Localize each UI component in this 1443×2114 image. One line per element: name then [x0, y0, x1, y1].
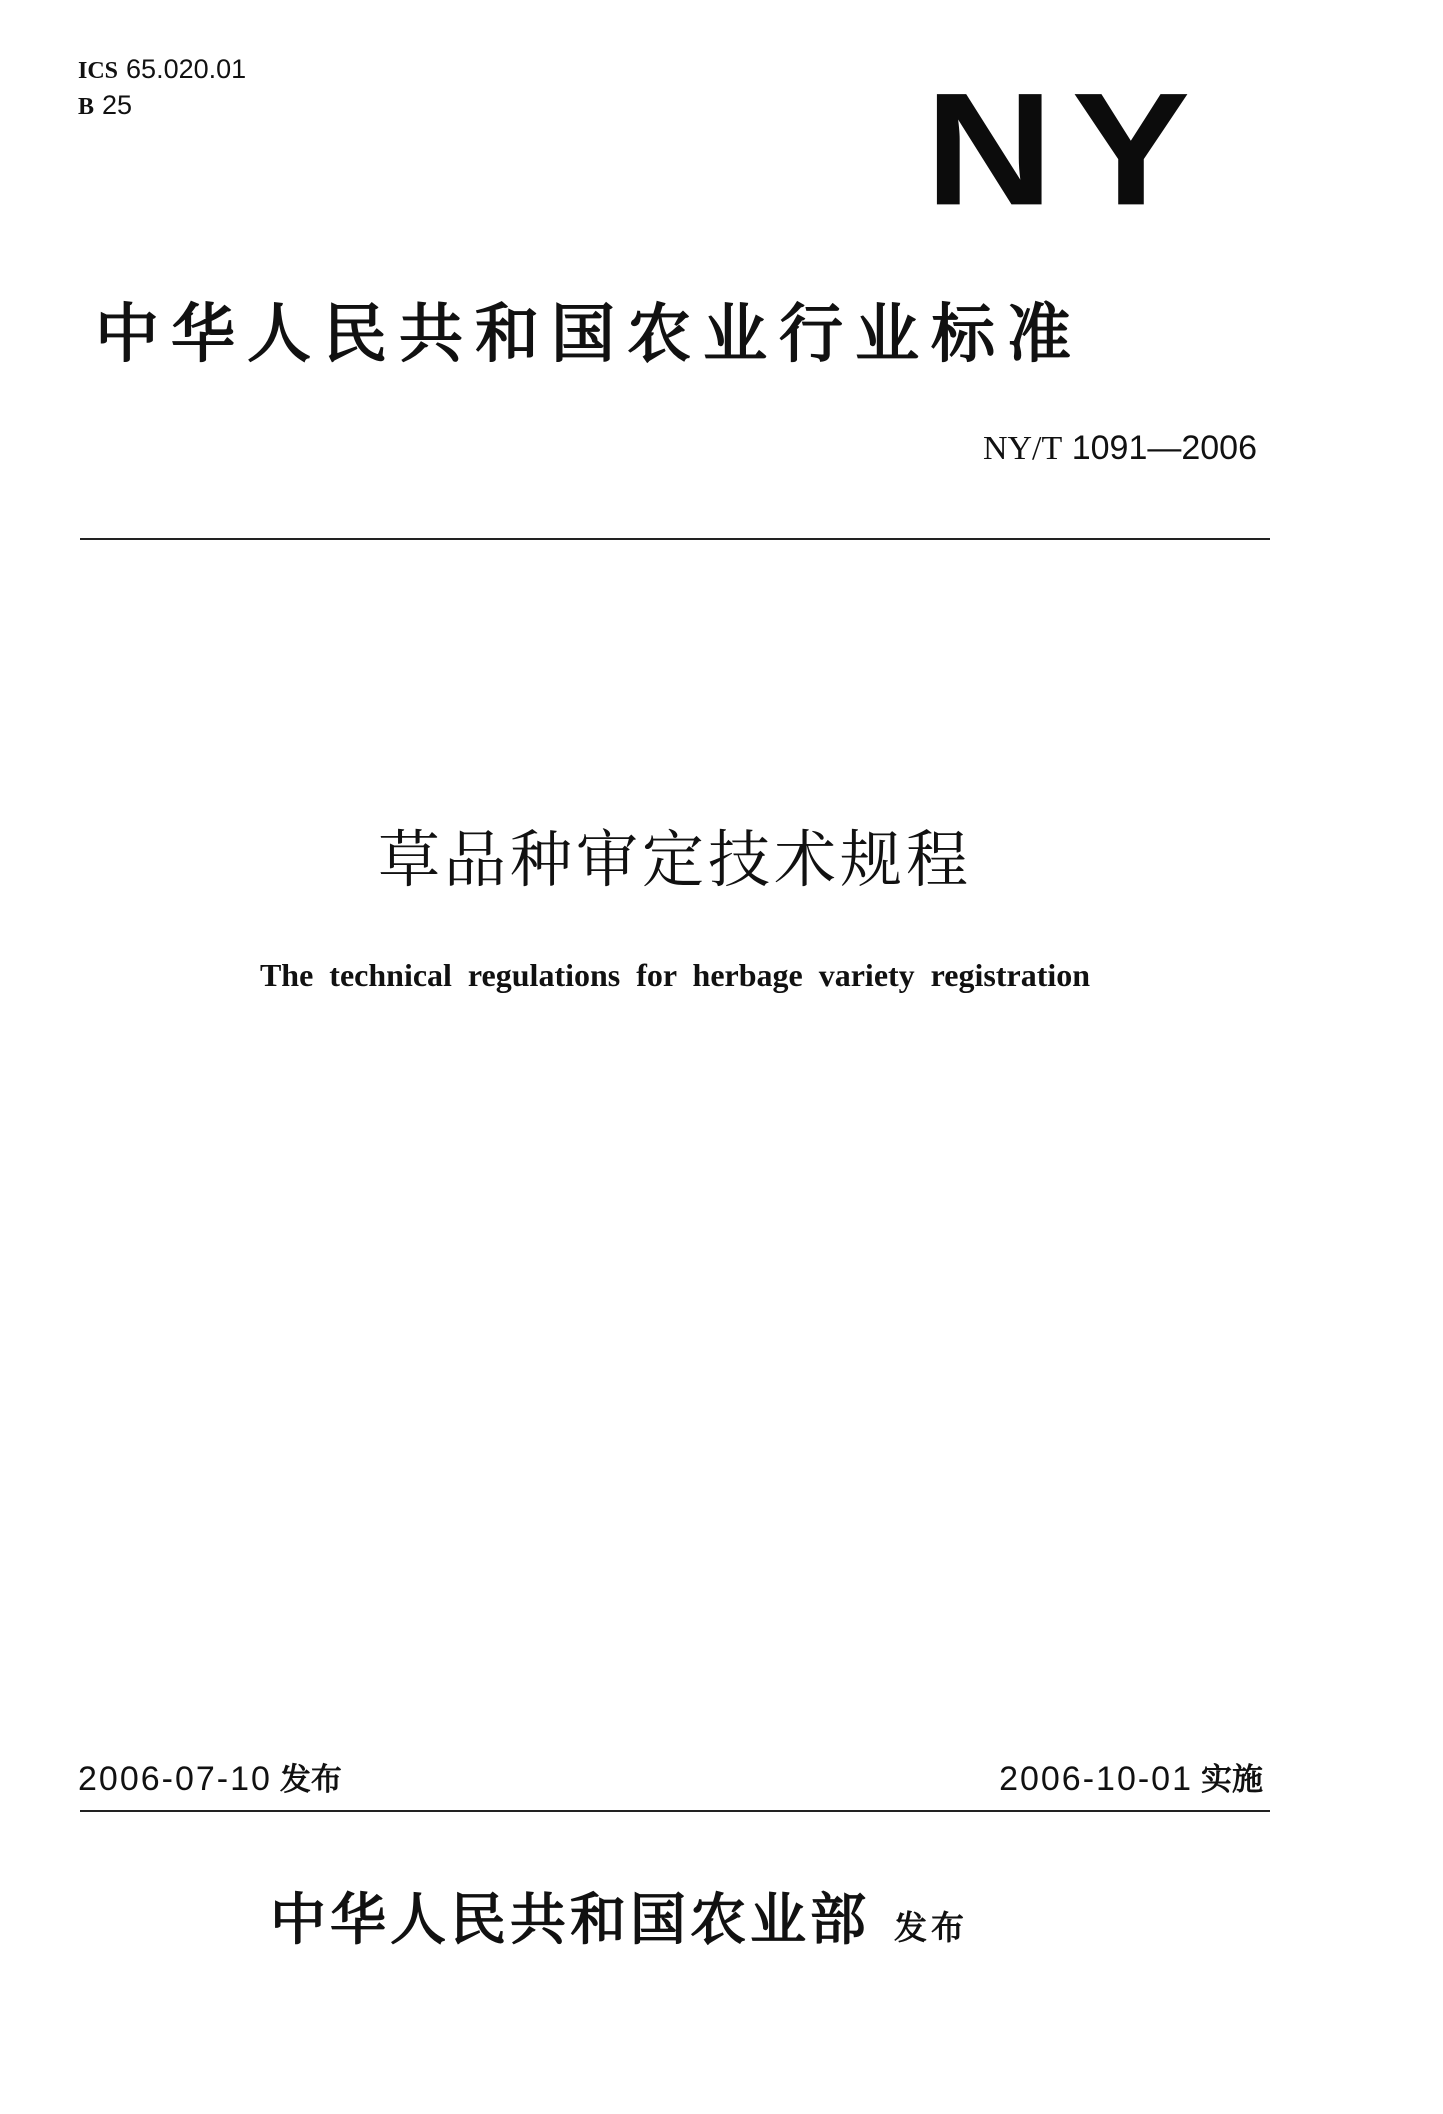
standard-number — [983, 428, 1257, 469]
ics-tag: ICS — [78, 58, 119, 84]
issuer-name: 中华人民共和国农业部 — [270, 1887, 870, 1953]
document-title-english: The technical regulations for herbage variety registration — [259, 957, 1091, 993]
issue-date: 2006-07-10 — [78, 1760, 272, 1798]
standard-category-title: 中华人民共和国农业行业标准 — [95, 298, 1083, 372]
effective-date: 2006-10-01 — [999, 1760, 1193, 1798]
effective-label: 实施 — [1201, 1762, 1263, 1798]
ccs-tag: B — [78, 94, 95, 120]
ccs-classification — [78, 88, 246, 124]
standard-number-prefix: NY/T — [982, 430, 1063, 467]
header-divider — [80, 538, 1270, 540]
issue-label: 发布 — [279, 1762, 342, 1798]
footer-divider — [80, 1810, 1270, 1812]
ics-code: 65.020.01 — [126, 54, 247, 84]
issuer-action: 发布 — [894, 1908, 968, 1947]
ics-classification — [78, 52, 246, 88]
standard-logo-mark: NY — [925, 59, 1209, 239]
issue-date-line — [78, 1757, 342, 1802]
standard-number-code: 1091—2006 — [1071, 429, 1257, 467]
ccs-code: 25 — [102, 90, 133, 120]
classification-codes — [78, 52, 246, 124]
issuer-line — [270, 1880, 968, 1960]
document-title-chinese: 草品种审定技术规程 — [377, 823, 972, 896]
effective-date-line — [999, 1757, 1263, 1802]
